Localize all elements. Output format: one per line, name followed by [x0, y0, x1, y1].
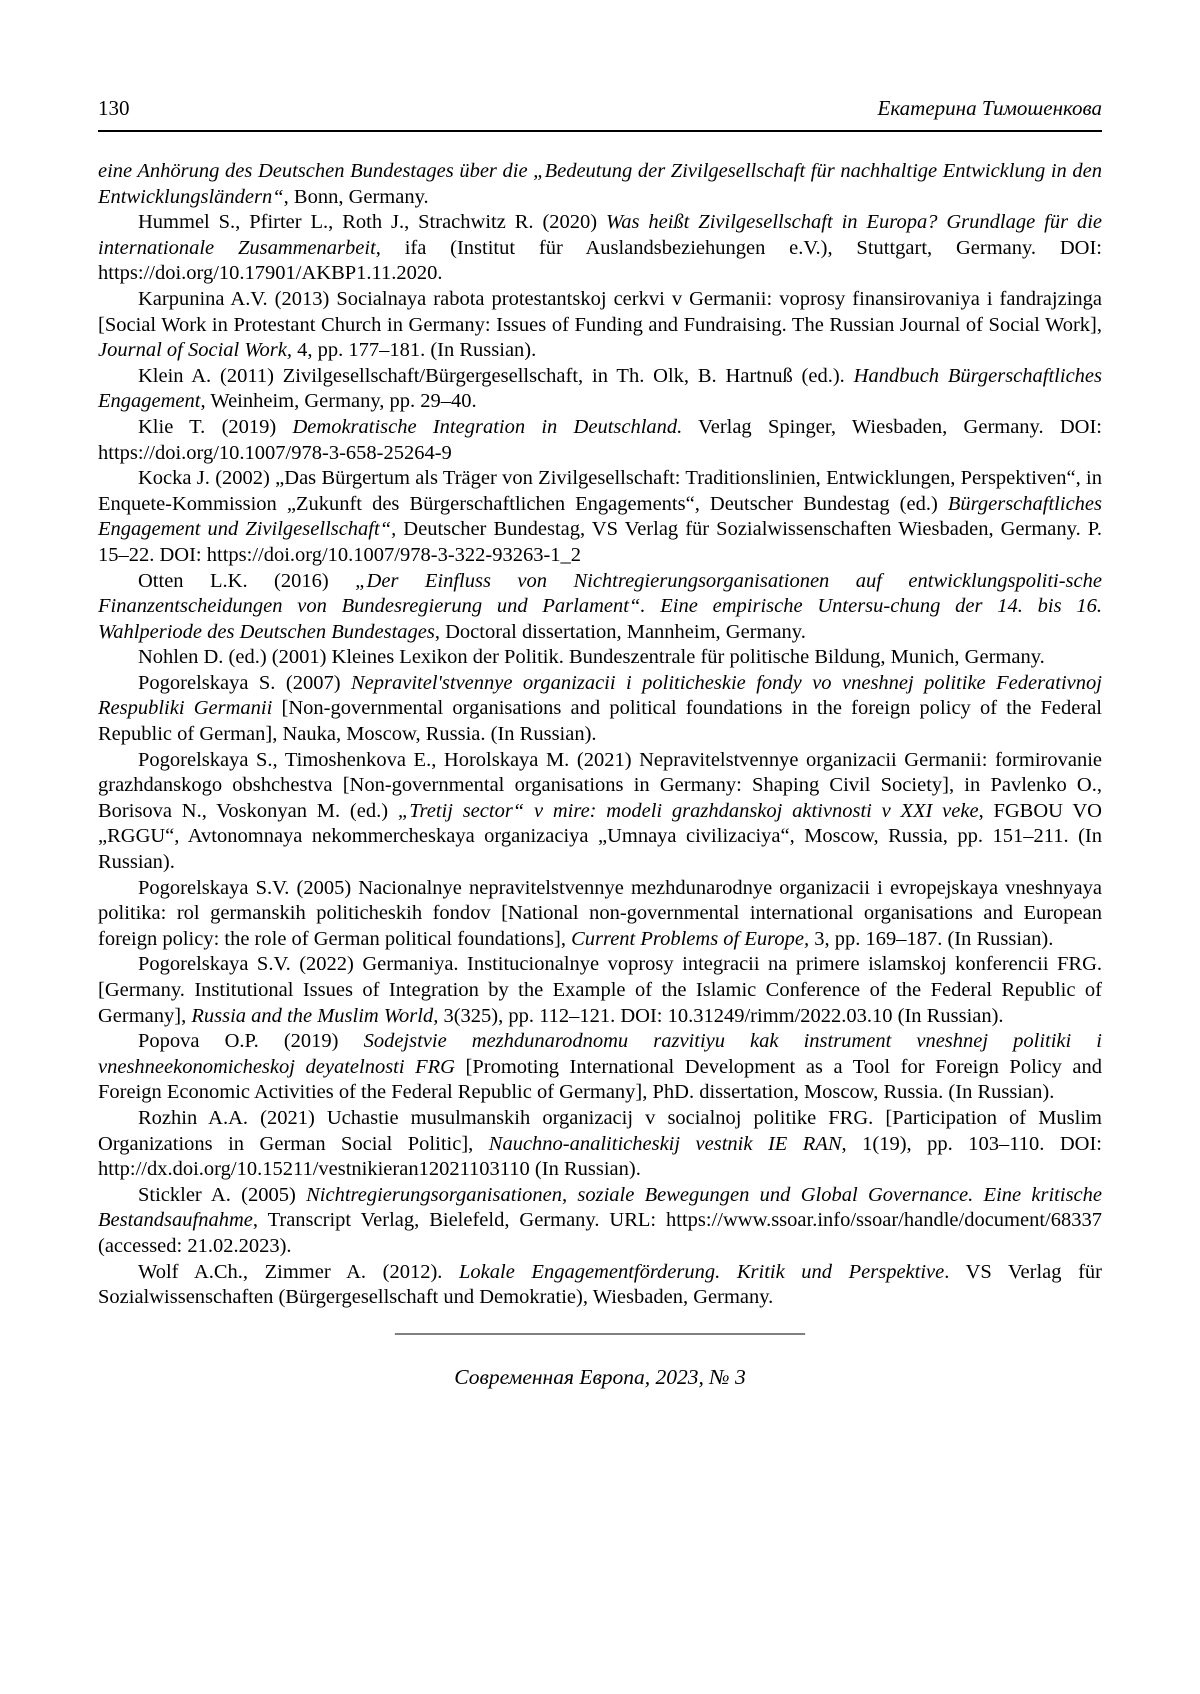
reference-run: Verlag Spinger, Wiesbaden, Germany. DOI: https://doi.org/10.1007/978-3-658-25264-9: [98, 415, 1102, 464]
reference-item: [98, 671, 1102, 748]
reference-run: 3(325), pp. 112–121. DOI: 10.31249/rimm/2022.03.10 (In Russian).: [438, 1004, 1004, 1027]
page-header: [98, 96, 1102, 132]
reference-item: [98, 364, 1102, 415]
reference-run: , Transcript Verlag, Bielefeld, Germany. URL: https://www.ssoar.info/ssoar/handle/document/68337 (accessed: 21.02.2023).: [98, 1209, 1102, 1257]
reference-run: Hummel S., Pfirter L., Roth J., Strachwitz R. (2020): [138, 211, 607, 234]
journal-footer: Современная Европа, 2023, № 3: [454, 1364, 746, 1389]
header-author: Екатерина Тимошенкова: [877, 96, 1102, 120]
reference-item: [98, 748, 1102, 876]
reference-item: [98, 1029, 1102, 1106]
reference-run: , Doctoral dissertation, Mannheim, Germany.: [434, 620, 806, 643]
reference-item: [98, 645, 1102, 671]
reference-run: Rozhin A.A. (2021) Uchastie musulmanskih organizacij v socialnoj politike FRG. [Participation of Muslim Organizations in German Social Politic],: [98, 1106, 1102, 1155]
reference-run: [Promoting International Development as a Tool for Foreign Policy and Foreign Economic Activities of the Federal Republic of Germany], PhD. dissertation, Moscow, Russia. (In Russian).: [98, 1055, 1102, 1104]
section-divider: ________________________________________: [395, 1314, 805, 1337]
reference-item: [98, 415, 1102, 466]
reference-item: [98, 159, 1102, 210]
reference-run: Klie T. (2019): [138, 415, 293, 438]
page-content: [98, 96, 1102, 1390]
reference-run: Lokale Engagementförderung. Kritik und Perspektive: [459, 1260, 945, 1283]
reference-run: 4, pp. 177–181. (In Russian).: [291, 339, 537, 362]
reference-run: Nauchno-analiticheskij vestnik IE RAN: [488, 1132, 842, 1155]
reference-run: , ifa (Institut für Auslandsbeziehungen e.V.), Stuttgart, Germany. DOI: https://doi.org/10.17901/AKBP1.11.2020.: [98, 236, 1102, 285]
reference-run: eine Anhörung des Deutschen Bundestages über die „Bedeutung der Zivilgesellschaft für nachhaltige Entwicklung in den Entwicklungsländern“: [98, 160, 1102, 208]
reference-item: [98, 1106, 1102, 1183]
reference-item: [98, 569, 1102, 646]
reference-item: [98, 1183, 1102, 1260]
reference-run: Pogorelskaya S.V. (2005) Nacionalnye nepravitelstvennye mezhdunarodnye organizacii i evropejskaya vneshnyaya politika: rol germanskih politicheskih fondov [National non-governmental international organisations and European foreign policy: the role of German political foundations],: [98, 876, 1102, 950]
reference-run: , Bonn, Germany.: [283, 185, 429, 208]
reference-run: Pogorelskaya S.V. (2022) Germaniya. Institucionalnye voprosy integracii na primere islamskoj konferencii FRG. [Germany. Institutional Issues of Integration by the Example of the Islamic Conference of the Federal Republic of Germany],: [98, 953, 1102, 1027]
reference-item: [98, 466, 1102, 568]
reference-run: Pogorelskaya S., Timoshenkova E., Horolskaya M. (2021) Nepravitelstvennye organizacii Germanii: formirovanie grazhdanskogo obshchestva [Non-governmental organisations in Germany: Shaping Civil Society], in Pavlenko O., Borisova N., Voskonyan M. (ed.): [98, 748, 1102, 822]
reference-run: Stickler A. (2005): [138, 1183, 307, 1206]
reference-run: Nepravitel'stvennye organizacii i politicheskie fondy vo vneshnej politike Federativnoj Respubliki Germanii: [98, 671, 1102, 720]
reference-run: Deutscher Bundestag, VS Verlag für Sozialwissenschaften Wiesbaden, Germany. P. 15–22. DOI: https://doi.org/10.1007/978-3-322-93263-1_2: [98, 518, 1103, 566]
reference-run: „Tretij sector“ v mire: modeli grazhdanskoj aktivnosti v XXI veke: [397, 799, 979, 822]
reference-run: Was heißt Zivilgesellschaft in Europa? Grundlage für die internationale Zusammenarbeit: [98, 211, 1103, 259]
reference-run: Popova O.P. (2019): [138, 1030, 364, 1053]
reference-run: Russia and the Muslim World,: [191, 1004, 439, 1027]
reference-item: [98, 1260, 1102, 1311]
reference-item: [98, 876, 1102, 953]
reference-run: Bürgerschaftliches Engagement und Zivilgesellschaft“,: [98, 492, 1102, 541]
reference-run: Klein A. (2011) Zivilgesellschaft/Bürgergesellschaft, in Th. Olk, B. Hartnuß (ed.).: [138, 364, 854, 387]
reference-run: Pogorelskaya S. (2007): [138, 671, 351, 694]
reference-run: Karpunina A.V. (2013) Socialnaya rabota protestantskoj cerkvi v Germanii: voprosy finansirovaniya i fandrajzinga [Social Work in Protestant Church in Germany: Issues of Funding and Fundraising. The Russian Journal of Social Work],: [98, 287, 1102, 336]
reference-run: Journal of Social Work,: [98, 339, 292, 362]
reference-run: Nohlen D. (ed.) (2001) Kleines Lexikon der Politik. Bundeszentrale für politische Bildung, Munich, Germany.: [138, 646, 1045, 669]
reference-run: „Der Einfluss von Nichtregierungsorganisationen auf entwicklungspoliti-sche Finanzentscheidungen von Bundesregierung und Parlament“. Eine empirische Untersu-chung der 14. bis 16. Wahlperiode des Deutschen Bundestages: [98, 569, 1102, 643]
reference-run: Wolf A.Ch., Zimmer A. (2012).: [138, 1260, 460, 1283]
reference-run: 3, pp. 169–187. (In Russian).: [809, 927, 1054, 950]
reference-run: Sodejstvie mezhdunarodnomu razvitiyu kak instrument vneshnej politiki i vneshneekonomicheskoj deyatelnosti FRG: [98, 1030, 1103, 1078]
reference-run: Current Problems of Europe,: [571, 927, 810, 950]
page-number: 130: [98, 96, 130, 120]
reference-item: [98, 210, 1102, 287]
reference-run: Nichtregierungsorganisationen, soziale Bewegungen und Global Governance. Eine kritische Bestandsaufnahme: [98, 1183, 1103, 1232]
reference-run: , 1(19), pp. 103–110. DOI: http://dx.doi.org/10.15211/vestnikieran12021103110 (In Russian).: [98, 1132, 1102, 1181]
reference-run: , Weinheim, Germany, pp. 29–40.: [200, 390, 477, 413]
reference-run: Demokratische Integration in Deutschland.: [292, 415, 683, 438]
references-list: [98, 159, 1102, 1311]
reference-item: [98, 952, 1102, 1029]
reference-run: Otten L.K. (2016): [138, 569, 356, 592]
reference-item: [98, 287, 1102, 364]
reference-run: Kocka J. (2002) „Das Bürgertum als Träger von Zivilgesellschaft: Traditionslinien, Entwicklungen, Perspektiven“, in Enquete-Kommission „Zukunft des Bürgerschaftlichen Engagements“, Deutscher Bundestag (ed.): [98, 467, 1102, 515]
reference-run: , FGBOU VO „RGGU“, Avtonomnaya nekommercheskaya organizaciya „Umnaya civilizaciya“, Moscow, Russia, pp. 151–211. (In Russian).: [98, 799, 1102, 874]
reference-run: [Non-governmental organisations and political foundations in the foreign policy of the Federal Republic of German], Nauka, Moscow, Russia. (In Russian).: [98, 697, 1102, 746]
reference-run: Handbuch Bürgerschaftliches Engagement: [98, 364, 1102, 413]
reference-run: . VS Verlag für Sozialwissenschaften (Bürgergesellschaft und Demokratie), Wiesbaden, Germany.: [98, 1260, 1103, 1309]
